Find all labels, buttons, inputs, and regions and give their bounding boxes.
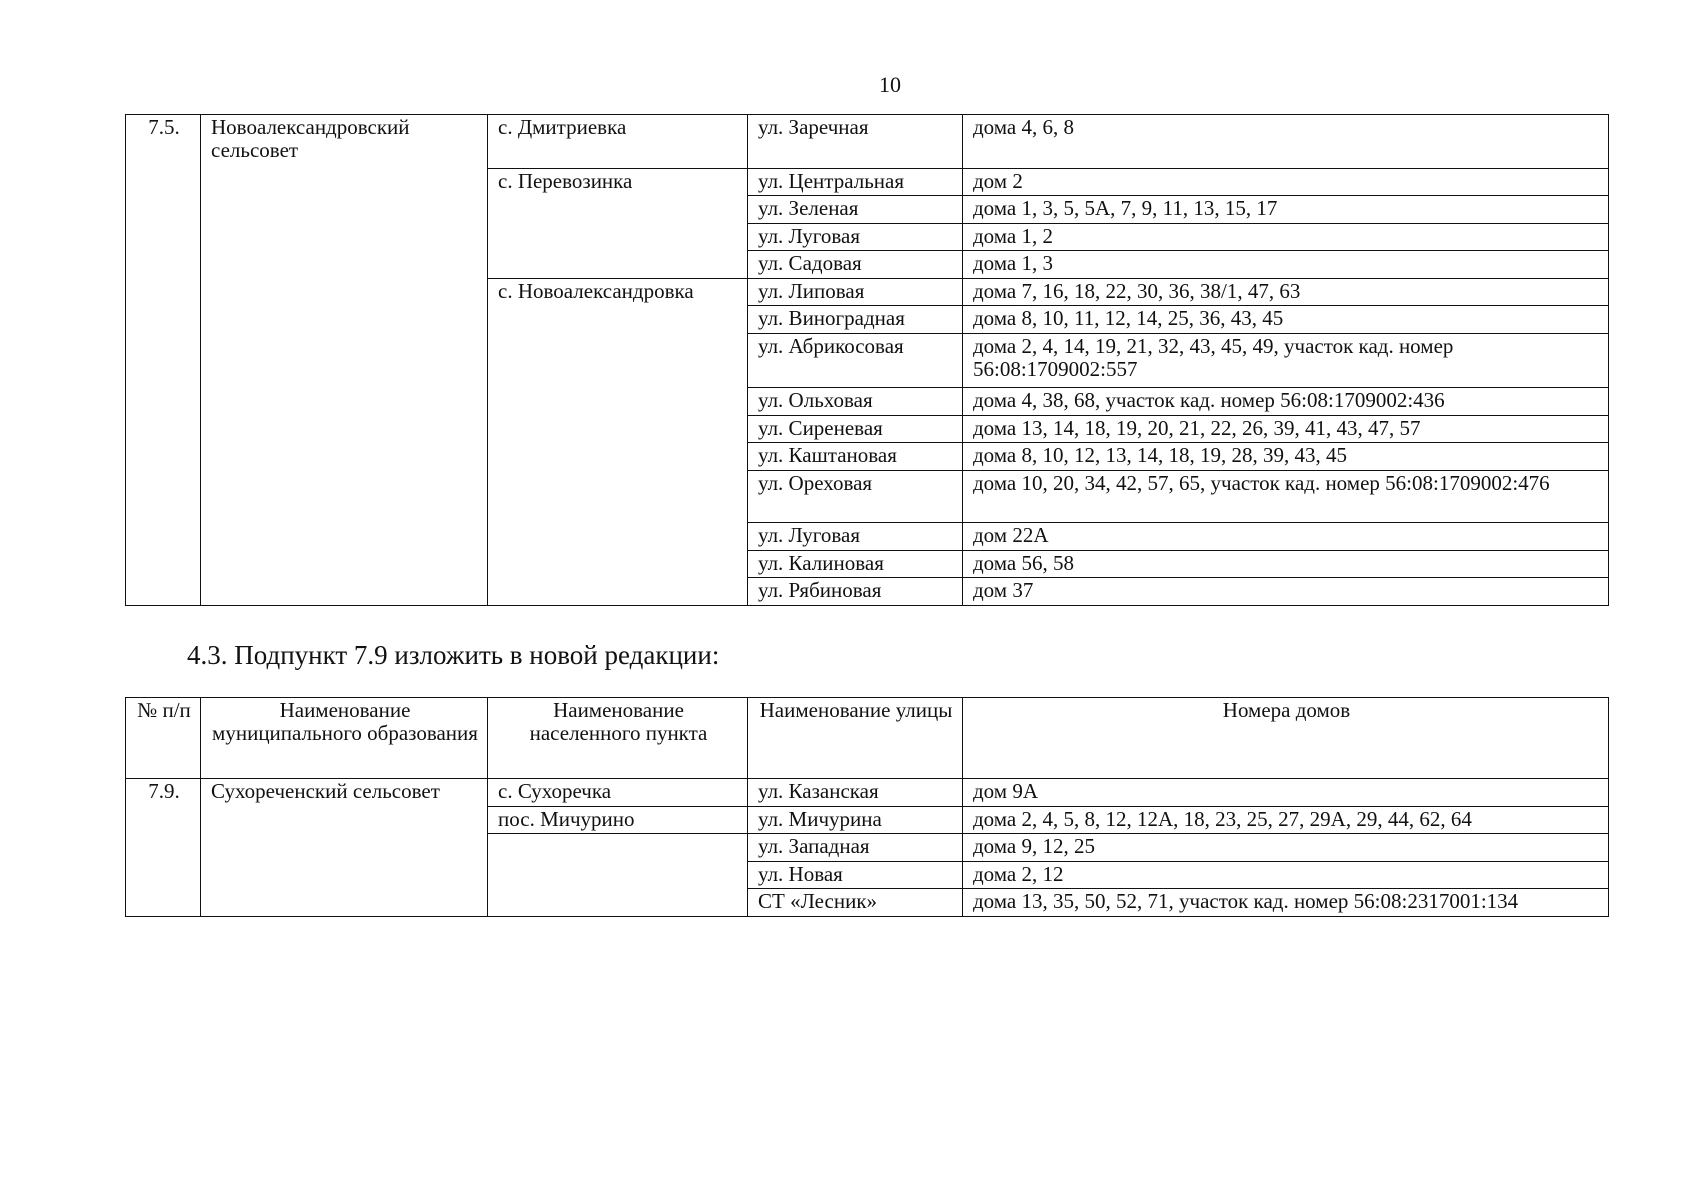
- house-numbers: дом 22А: [963, 523, 1609, 551]
- house-numbers: дома 7, 16, 18, 22, 30, 36, 38/1, 47, 63: [963, 279, 1609, 306]
- street-name: ул. Ольховая: [748, 388, 963, 416]
- header-municipality: Наименование муниципального образования: [201, 698, 488, 779]
- street-name: ул. Виноградная: [748, 306, 963, 334]
- table-header-row: [126, 698, 1609, 779]
- street-name: ул. Мичурина: [748, 807, 963, 834]
- house-numbers: дома 1, 2: [963, 224, 1609, 251]
- house-numbers: дома 1, 3: [963, 251, 1609, 279]
- municipality-name: Новоалександровский сельсовет: [201, 115, 488, 606]
- house-numbers: дома 2, 12: [963, 862, 1609, 889]
- street-name: ул. Калиновая: [748, 551, 963, 578]
- house-numbers: дома 56, 58: [963, 551, 1609, 578]
- street-name: ул. Сиреневая: [748, 416, 963, 443]
- house-numbers: дом 37: [963, 578, 1609, 606]
- settlement-name: с. Новоалександровка: [488, 279, 748, 606]
- street-name: ул. Абрикосовая: [748, 334, 963, 388]
- house-numbers: дома 10, 20, 34, 42, 57, 65, участок кад. номер 56:08:1709002:476: [963, 471, 1609, 523]
- street-name: ул. Каштановая: [748, 443, 963, 471]
- municipality-name: Сухореченский сельсовет: [201, 779, 488, 917]
- settlement-name: с. Перевозинка: [488, 169, 748, 279]
- table-row: [126, 779, 1609, 807]
- street-name: ул. Новая: [748, 862, 963, 889]
- street-name: ул. Зеленая: [748, 196, 963, 224]
- house-numbers: дома 4, 38, 68, участок кад. номер 56:08:1709002:436: [963, 388, 1609, 416]
- header-settlement: Наименование населенного пункта: [488, 698, 748, 779]
- row-number: 7.5.: [126, 115, 201, 606]
- section-heading: 4.3. Подпункт 7.9 изложить в новой редакции:: [187, 640, 720, 670]
- street-name: ул. Казанская: [748, 779, 963, 807]
- street-name: СТ «Лесник»: [748, 889, 963, 917]
- header-houses: Номера домов: [963, 698, 1609, 779]
- settlement-name: [488, 834, 748, 917]
- street-name: ул. Центральная: [748, 169, 963, 196]
- house-numbers: дом 9А: [963, 779, 1609, 807]
- house-numbers: дома 2, 4, 14, 19, 21, 32, 43, 45, 49, участок кад. номер 56:08:1709002:557: [963, 334, 1609, 388]
- house-numbers: дома 4, 6, 8: [963, 115, 1609, 169]
- street-name: ул. Садовая: [748, 251, 963, 279]
- house-numbers: дом 2: [963, 169, 1609, 196]
- header-number: № п/п: [126, 698, 201, 779]
- house-numbers: дома 8, 10, 11, 12, 14, 25, 36, 43, 45: [963, 306, 1609, 334]
- street-name: ул. Луговая: [748, 523, 963, 551]
- house-numbers: дома 13, 35, 50, 52, 71, участок кад. номер 56:08:2317001:134: [963, 889, 1609, 917]
- header-street: Наименование улицы: [748, 698, 963, 779]
- house-numbers: дома 8, 10, 12, 13, 14, 18, 19, 28, 39, 43, 45: [963, 443, 1609, 471]
- row-number: 7.9.: [126, 779, 201, 917]
- street-name: ул. Липовая: [748, 279, 963, 306]
- streets-table-7-5: [125, 114, 1609, 606]
- table-row: [126, 115, 1609, 169]
- settlement-name: с. Дмитриевка: [488, 115, 748, 169]
- street-name: ул. Рябиновая: [748, 578, 963, 606]
- streets-table-7-9: [125, 697, 1609, 917]
- settlement-name: с. Сухоречка: [488, 779, 748, 807]
- house-numbers: дома 1, 3, 5, 5А, 7, 9, 11, 13, 15, 17: [963, 196, 1609, 224]
- house-numbers: дома 13, 14, 18, 19, 20, 21, 22, 26, 39, 41, 43, 47, 57: [963, 416, 1609, 443]
- street-name: ул. Заречная: [748, 115, 963, 169]
- street-name: ул. Ореховая: [748, 471, 963, 523]
- street-name: ул. Луговая: [748, 224, 963, 251]
- street-name: ул. Западная: [748, 834, 963, 862]
- page-number: 10: [879, 72, 901, 97]
- house-numbers: дома 9, 12, 25: [963, 834, 1609, 862]
- house-numbers: дома 2, 4, 5, 8, 12, 12А, 18, 23, 25, 27, 29А, 29, 44, 62, 64: [963, 807, 1609, 834]
- settlement-name: пос. Мичурино: [488, 807, 748, 834]
